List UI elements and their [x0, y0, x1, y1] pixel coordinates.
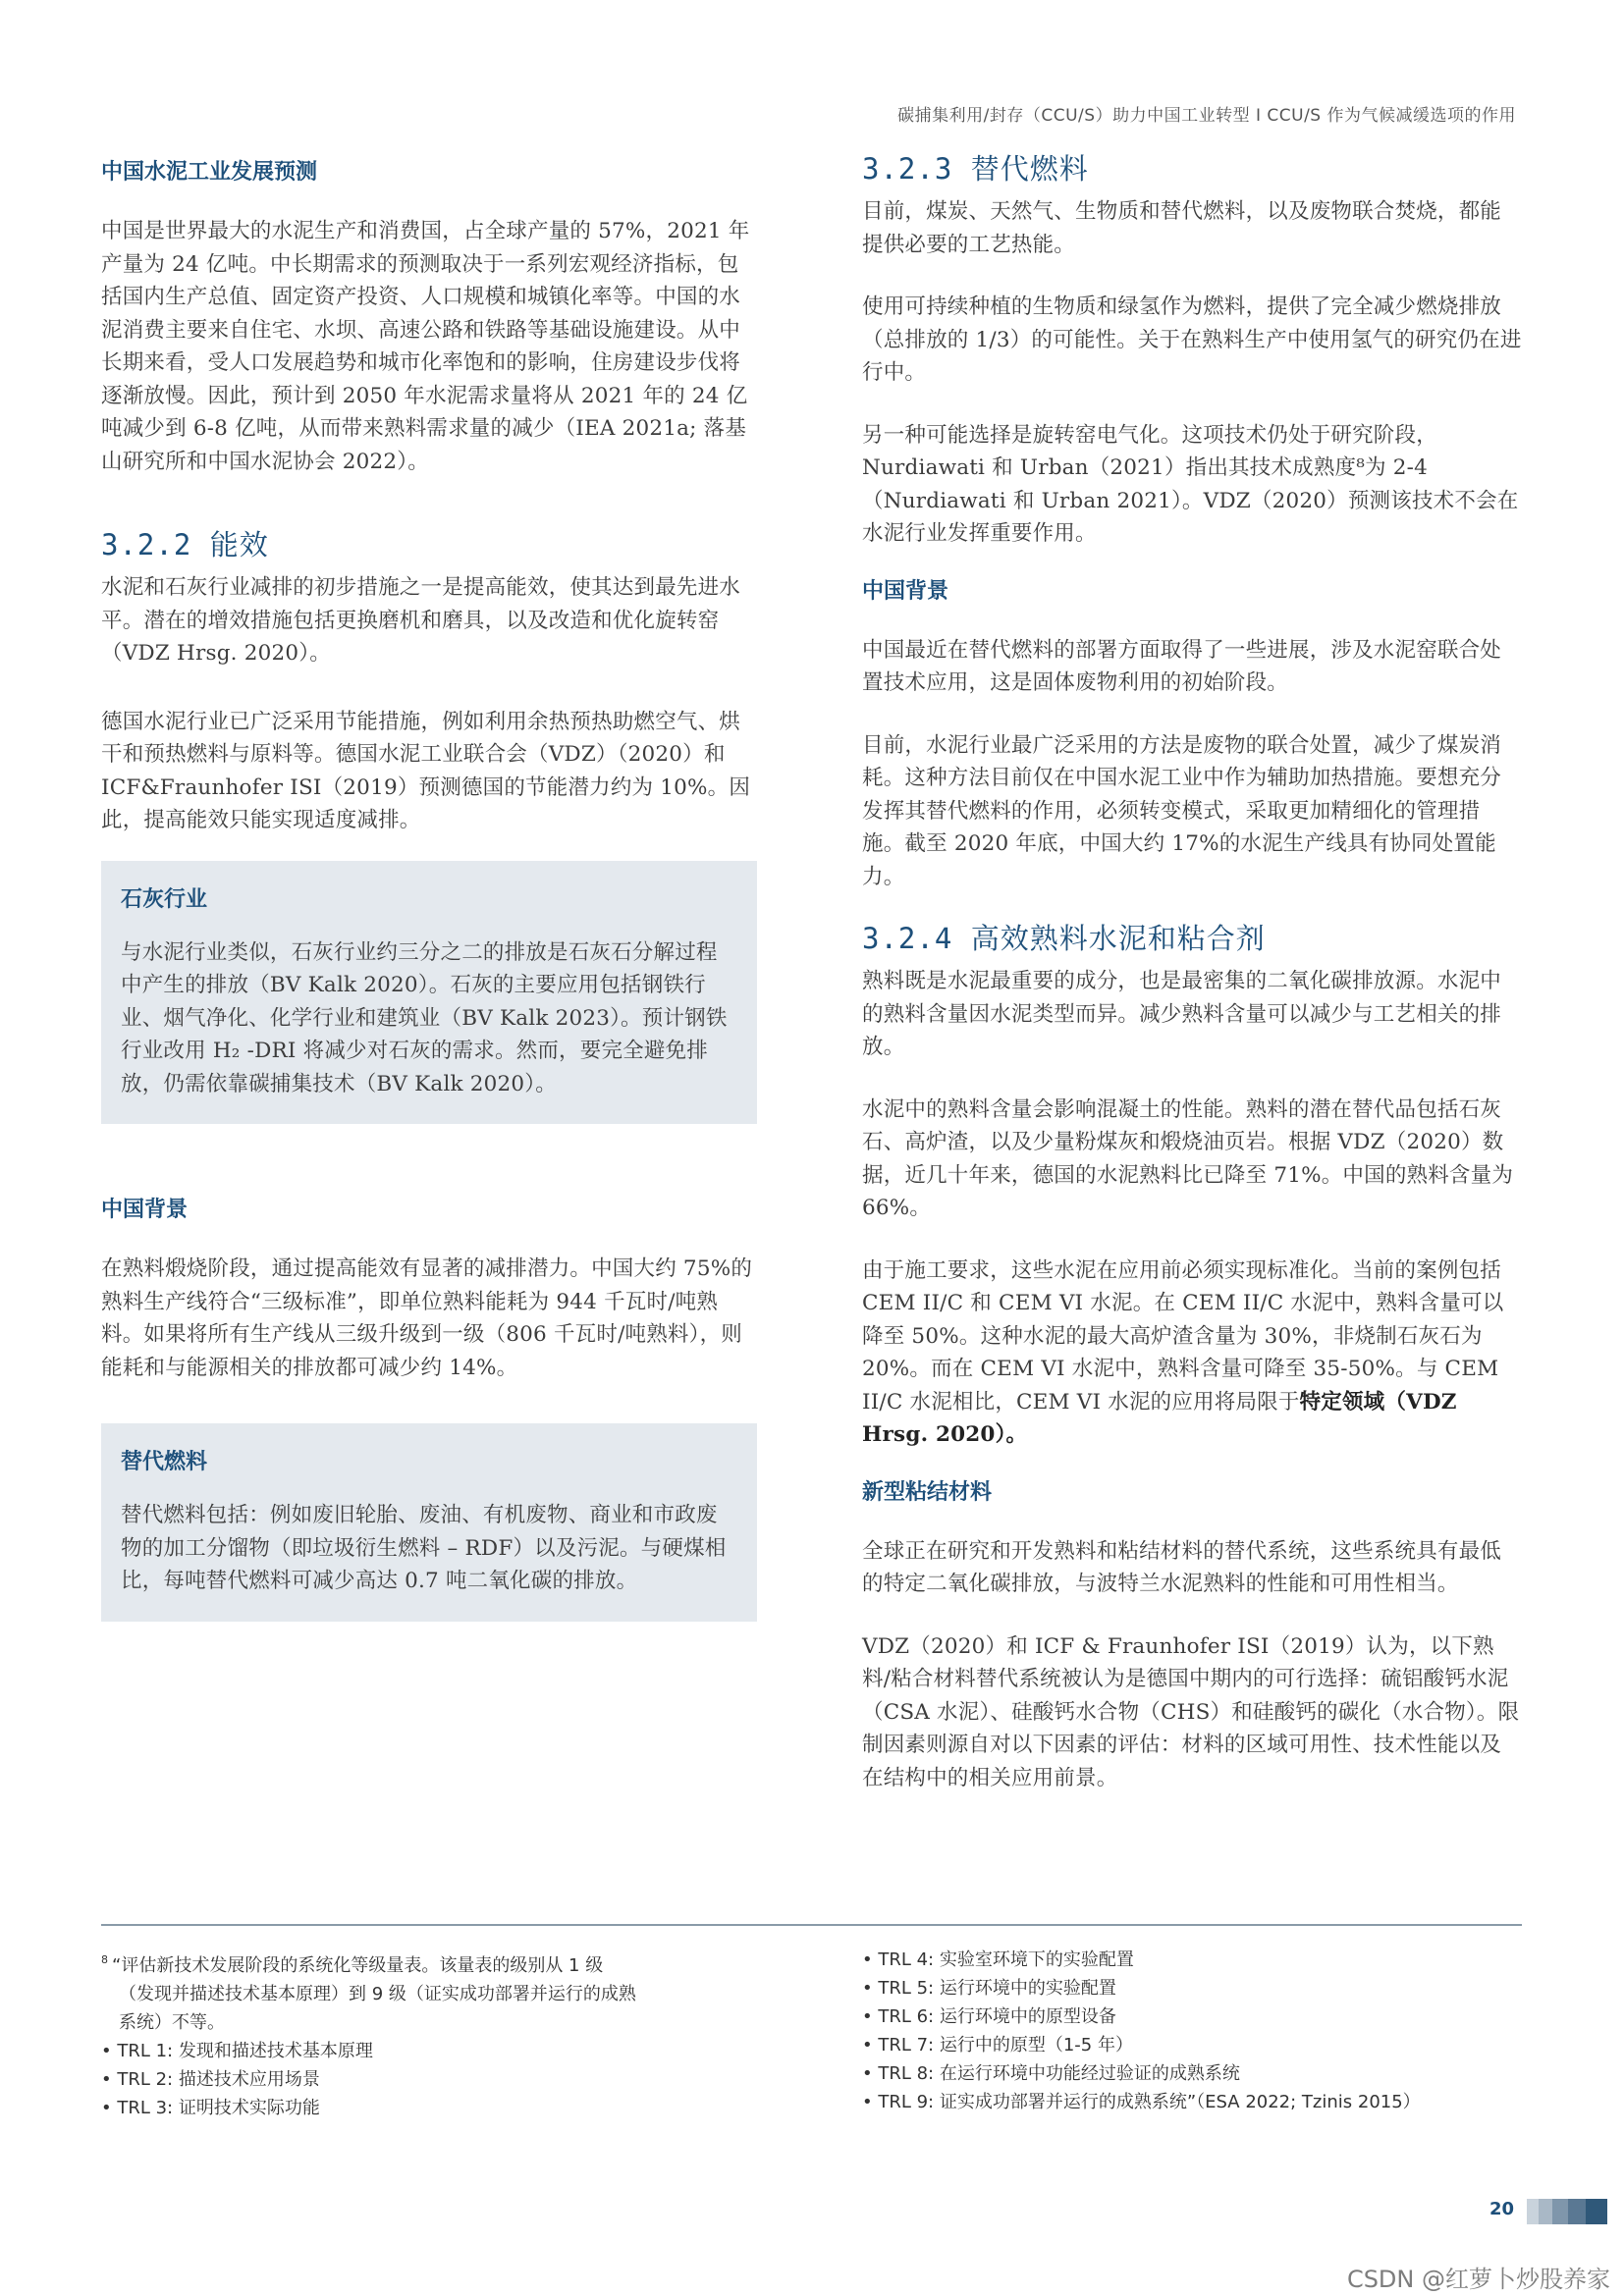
page-bar-segment — [1568, 2199, 1586, 2224]
section-3-2-2-paragraph-2: 德国水泥行业已广泛采用节能措施，例如利用余热预热助燃空气、烘干和预热燃料与原料等。德国水泥工业联合会（VDZ）（2020）和 ICF&Fraunhofer ISI（2019）预测德国的节能潜力约为 10%。因此，提高能效只能实现适度减排。 — [101, 709, 751, 832]
china-background-paragraph: 在熟料煅烧阶段，通过提高能效有显著的减排潜力。中国大约 75%的熟料生产线符合“三级标准”，即单位熟料能耗为 944 千瓦时/吨熟料。如果将所有生产线从三级升级到一级（806 千瓦时/吨熟料），则能耗和与能源相关的排放都可减少约 14%。 — [101, 1256, 753, 1380]
left-column — [101, 147, 757, 1622]
trl-item: • TRL 5: 运行环境中的实验配置 — [862, 1978, 1116, 1999]
section-3-2-2-title: 3.2.2 能效 — [101, 528, 269, 561]
lime-box-paragraph: 与水泥行业类似，石灰行业约三分之二的排放是石灰石分解过程中产生的排放（BV Kalk 2020）。石灰的主要应用包括钢铁行业、烟气净化、化学行业和建筑业（BV Kalk 2023）。预计钢铁行业改用 H₂ -DRI 将减少对石灰的需求。然而，要完全避免排放，仍需依靠碳捕集技术（BV Kalk 2020）。 — [121, 939, 728, 1096]
right-column — [862, 147, 1522, 1794]
footnote-intro-text-1: “评估新技术发展阶段的系统化等级量表。该量表的级别从 1 级 — [112, 1955, 604, 1976]
trl-item: • TRL 8: 在运行环境中功能经过验证的成熟系统 — [862, 2063, 1240, 2084]
forecast-heading: 中国水泥工业发展预测 — [101, 160, 318, 185]
footnote-mark: 8 — [101, 1953, 108, 1966]
trl-item: • TRL 4: 实验室环境下的实验配置 — [862, 1949, 1134, 1970]
trl-item: • TRL 7: 运行中的原型（1-5 年） — [862, 2035, 1133, 2056]
footnote-divider — [101, 1924, 1522, 1926]
fuel-box-paragraph: 替代燃料包括：例如废旧轮胎、废油、有机废物、商业和市政废物的加工分馏物（即垃圾衍生燃料 – RDF）以及污泥。与硬煤相比，每吨替代燃料可减少高达 0.7 吨二氧化碳的排放。 — [121, 1503, 727, 1593]
section-3-2-3-title: 3.2.3 替代燃料 — [862, 152, 1089, 186]
section-3-2-4-title: 3.2.4 高效熟料水泥和粘合剂 — [862, 922, 1266, 955]
china-background-2-paragraph-1: 中国最近在替代燃料的部署方面取得了一些进展，涉及水泥窑联合处置技术应用，这是固体废物利用的初始阶段。 — [862, 637, 1502, 695]
page-bar-segment — [1552, 2199, 1568, 2224]
section-3-2-2-paragraph-1: 水泥和石灰行业减排的初步措施之一是提高能效，使其达到最先进水平。潜在的增效措施包括更换磨机和磨具，以及改造和优化旋转窑（VDZ Hrsg. 2020）。 — [101, 575, 741, 666]
page-bar-segment — [1527, 2199, 1539, 2224]
page-number: 20 — [1489, 2199, 1515, 2219]
section-3-2-4-paragraph-3 — [862, 1255, 1522, 1452]
trl-item: • TRL 3: 证明技术实际功能 — [101, 2098, 320, 2118]
running-header: 碳捕集利用/封存（CCU/S）助力中国工业转型 I CCU/S 作为气候减缓选项的作用 — [897, 106, 1516, 126]
new-binder-heading: 新型粘结材料 — [862, 1479, 993, 1505]
lime-box-title: 石灰行业 — [121, 886, 208, 912]
page-number-bar — [1527, 2199, 1607, 2224]
footnote-intro-line-2: （发现并描述技术基本原理）到 9 级（证实成功部署并运行的成熟 — [119, 1984, 636, 2004]
section-3-2-4-paragraph-2: 水泥中的熟料含量会影响混凝土的性能。熟料的潜在替代品包括石灰石、高炉渣，以及少量粉煤灰和煅烧油页岩。根据 VDZ（2020）数据，近几十年来，德国的水泥熟料比已降至 71%。中国的熟料含量为 66%。 — [862, 1096, 1514, 1220]
section-3-2-4-paragraph-1: 熟料既是水泥最重要的成分，也是最密集的二氧化碳排放源。水泥中的熟料含量因水泥类型而异。减少熟料含量可以减少与工艺相关的排放。 — [862, 969, 1502, 1059]
china-background-2-paragraph-2: 目前，水泥行业最广泛采用的方法是废物的联合处置，减少了煤炭消耗。这种方法目前仅在中国水泥工业中作为辅助加热措施。要想充分发挥其替代燃料的作用，必须转变模式，采取更加精细化的管理措施。截至 2020 年底，中国大约 17%的水泥生产线具有协同处置能力。 — [862, 732, 1502, 889]
china-background-2-heading: 中国背景 — [862, 578, 949, 604]
new-binder-paragraph-1: 全球正在研究和开发熟料和粘结材料的替代系统，这些系统具有最低的特定二氧化碳排放，与波特兰水泥熟料的性能和可用性相当。 — [862, 1538, 1502, 1596]
trl-item: • TRL 6: 运行环境中的原型设备 — [862, 2006, 1116, 2027]
section-3-2-3-paragraph-3: 另一种可能选择是旋转窑电气化。这项技术仍处于研究阶段，Nurdiawati 和 Urban（2021）指出其技术成熟度⁸为 2-4（Nurdiawati 和 Urban 2021）。VDZ（2020）预测该技术不会在水泥行业发挥重要作用。 — [862, 422, 1519, 546]
china-background-heading: 中国背景 — [101, 1198, 189, 1222]
trl-item: • TRL 2: 描述技术应用场景 — [101, 2069, 320, 2090]
section-3-2-3-paragraph-2: 使用可持续种植的生物质和绿氢作为燃料，提供了完全减少燃烧排放（总排放的 1/3）的可能性。关于在熟料生产中使用氢气的研究仍在进行中。 — [862, 294, 1522, 385]
trl-item: • TRL 1: 发现和描述技术基本原理 — [101, 2041, 373, 2061]
footnote-intro-line-3: 系统）不等。 — [119, 2012, 225, 2033]
footnote-left — [101, 1946, 788, 2122]
page-bar-segment — [1586, 2199, 1607, 2224]
alternative-fuel-box — [101, 1423, 757, 1622]
section-3-2-4-paragraph-3-text: 由于施工要求，这些水泥在应用前必须实现标准化。当前的案例包括 CEM II/C 和 CEM VI 水泥。在 CEM II/C 水泥中，熟料含量可以降至 50%。这种水泥的最大高炉渣含量为 30%，非烧制石灰石为 20%。而在 CEM VI 水泥中，熟料含量可降至 35-50%。与 CEM II/C 水泥相比，CEM VI 水泥的应用将局限于 — [862, 1257, 1504, 1415]
footnote-intro-line-1 — [101, 1946, 788, 1980]
lime-industry-box — [101, 861, 757, 1125]
trl-item: • TRL 9: 证实成功部署并运行的成熟系统”（ESA 2022; Tzinis 2015） — [862, 2092, 1421, 2112]
new-binder-paragraph-2: VDZ（2020）和 ICF & Fraunhofer ISI（2019）认为，以下熟料/粘合材料替代系统被认为是德国中期内的可行选择：硫铝酸钙水泥（CSA 水泥）、硅酸钙水合物（CHS）和硅酸钙的碳化（水合物）。限制因素则源自对以下因素的评估：材料的区域可用性、技术性能以及在结构中的相关应用前景。 — [862, 1633, 1520, 1790]
footnote-right — [862, 1946, 1522, 2116]
section-3-2-4-paragraph-3-bold: 特定领域（VDZ Hrsg. 2020）。 — [862, 1389, 1457, 1447]
page-bar-segment — [1539, 2199, 1552, 2224]
section-3-2-3-paragraph-1: 目前，煤炭、天然气、生物质和替代燃料，以及废物联合焚烧，都能提供必要的工艺热能。 — [862, 199, 1502, 257]
forecast-paragraph: 中国是世界最大的水泥生产和消费国，占全球产量的 57%，2021 年产量为 24 亿吨。中长期需求的预测取决于一系列宏观经济指标，包括国内生产总值、固定资产投资、人口规模和城镇化率等。中国的水泥消费主要来自住宅、水坝、高速公路和铁路等基础设施建设。从中长期来看，受人口发展趋势和城市化率饱和的影响，住房建设步伐将逐渐放慢。因此，预计到 2050 年水泥需求量将从 2021 年的 24 亿吨减少到 6-8 亿吨，从而带来熟料需求量的减少（IEA 2021a; 落基山研究所和中国水泥协会 2022）。 — [101, 219, 750, 474]
fuel-box-title: 替代燃料 — [121, 1450, 208, 1474]
csdn-watermark: CSDN @红萝卜炒股养家 — [1346, 2266, 1610, 2293]
